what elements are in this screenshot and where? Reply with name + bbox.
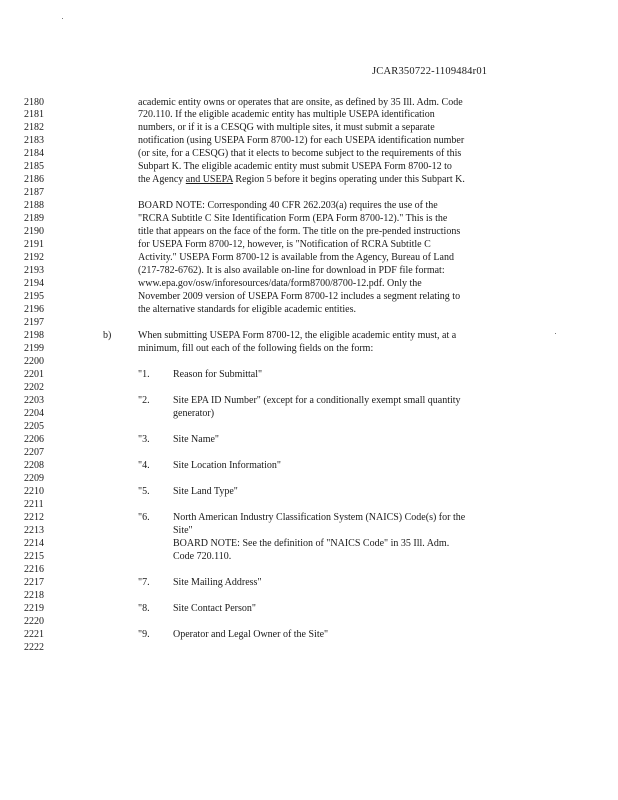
line-number: 2203 xyxy=(24,395,44,406)
line-number: 2190 xyxy=(24,226,44,237)
board-note-naics: BOARD NOTE: See the definition of "NAICS Code" in 35 Ill. Adm. xyxy=(173,538,450,549)
text-line: title that appears on the face of the form. The title on the pre-pended instructions xyxy=(138,226,461,237)
board-note-naics: Code 720.110. xyxy=(173,551,232,562)
text-line: (or site, for a CESQG) that it elects to become subject to the requirements of this xyxy=(138,148,462,159)
line-number: 2215 xyxy=(24,551,44,562)
line-number: 2206 xyxy=(24,434,44,445)
text-line: www.epa.gov/osw/inforesources/data/form8700/8700-12.pdf. Only the xyxy=(138,278,422,289)
line-number: 2180 xyxy=(24,97,44,108)
line-number: 2184 xyxy=(24,148,44,159)
item-text: generator) xyxy=(173,408,215,419)
line-number: 2221 xyxy=(24,629,44,640)
item-number: "6. xyxy=(138,512,150,523)
text-line: 720.110. If the eligible academic entity has multiple USEPA identification xyxy=(138,109,435,120)
line-number: 2219 xyxy=(24,603,44,614)
item-text: Site Land Type" xyxy=(173,486,238,497)
text-line: Activity." USEPA Form 8700-12 is available from the Agency, Bureau of Land xyxy=(138,252,454,263)
text-line: When submitting USEPA Form 8700-12, the eligible academic entity must, at a xyxy=(138,330,457,341)
line-number: 2220 xyxy=(24,616,44,627)
text-line: November 2009 version of USEPA Form 8700-12 includes a segment relating to xyxy=(138,291,461,302)
item-number: "1. xyxy=(138,369,150,380)
line-number: 2197 xyxy=(24,317,44,328)
line-number: 2214 xyxy=(24,538,44,549)
line-number: 2211 xyxy=(24,499,44,510)
item-text: North American Industry Classification System (NAICS) Code(s) for the xyxy=(173,512,466,523)
item-text: Site Contact Person" xyxy=(173,603,256,614)
item-number: "9. xyxy=(138,629,150,640)
item-number: "2. xyxy=(138,395,150,406)
line-number: 2183 xyxy=(24,135,44,146)
item-number: "4. xyxy=(138,460,150,471)
line-number: 2208 xyxy=(24,460,44,471)
line-number: 2201 xyxy=(24,369,44,380)
line-number: 2207 xyxy=(24,447,44,458)
item-text: Site Mailing Address" xyxy=(173,577,262,588)
line-number: 2196 xyxy=(24,304,44,315)
inserted-text: and USEPA xyxy=(185,174,233,185)
text-line: minimum, fill out each of the following fields on the form: xyxy=(138,343,374,354)
line-number: 2199 xyxy=(24,343,44,354)
line-number: 2195 xyxy=(24,291,44,302)
line-number: 2185 xyxy=(24,161,44,172)
item-text: Operator and Legal Owner of the Site" xyxy=(173,629,329,640)
text-line: notification (using USEPA Form 8700-12) for each USEPA identification number xyxy=(138,135,465,146)
text-line: numbers, or if it is a CESQG with multiple sites, it must submit a separate xyxy=(138,122,435,133)
scan-speck xyxy=(555,333,556,334)
line-number: 2200 xyxy=(24,356,44,367)
line-number: 2213 xyxy=(24,525,44,536)
line-number: 2216 xyxy=(24,564,44,575)
line-number: 2202 xyxy=(24,382,44,393)
item-number: "8. xyxy=(138,603,150,614)
item-text: Site" xyxy=(173,525,193,536)
item-number: "7. xyxy=(138,577,150,588)
line-number: 2212 xyxy=(24,512,44,523)
text-line: Subpart K. The eligible academic entity must submit USEPA Form 8700-12 to xyxy=(138,161,452,172)
line-number: 2181 xyxy=(24,109,44,120)
item-number: "5. xyxy=(138,486,150,497)
text-line: for USEPA Form 8700-12, however, is "Notification of RCRA Subtitle C xyxy=(138,239,431,250)
line-number: 2210 xyxy=(24,486,44,497)
text-segment: the Agency xyxy=(138,174,186,185)
text-line xyxy=(138,174,465,186)
line-number: 2205 xyxy=(24,421,44,432)
line-number: 2188 xyxy=(24,200,44,211)
line-number: 2192 xyxy=(24,252,44,263)
item-number: "3. xyxy=(138,434,150,445)
line-number: 2204 xyxy=(24,408,44,419)
line-number: 2186 xyxy=(24,174,44,185)
line-number: 2189 xyxy=(24,213,44,224)
text-line: "RCRA Subtitle C Site Identification Form (EPA Form 8700-12)." This is the xyxy=(138,213,448,224)
line-number: 2218 xyxy=(24,590,44,601)
text-line: the alternative standards for eligible academic entities. xyxy=(138,304,356,315)
text-segment: Region 5 before it begins operating under this Subpart K. xyxy=(232,174,465,185)
item-text: Reason for Submittal" xyxy=(173,369,263,380)
text-line: (217-782-6762). It is also available on-line for download in PDF file format: xyxy=(138,265,445,276)
line-number: 2222 xyxy=(24,642,44,653)
line-number: 2193 xyxy=(24,265,44,276)
text-line: BOARD NOTE: Corresponding 40 CFR 262.203(a) requires the use of the xyxy=(138,200,438,211)
line-number: 2182 xyxy=(24,122,44,133)
subsection-label: b) xyxy=(103,330,112,341)
scan-speck xyxy=(62,18,63,19)
line-number: 2191 xyxy=(24,239,44,250)
document-id-header: JCAR350722-1109484r01 xyxy=(372,66,488,77)
line-number: 2209 xyxy=(24,473,44,484)
line-number: 2217 xyxy=(24,577,44,588)
item-text: Site EPA ID Number" (except for a conditionally exempt small quantity xyxy=(173,395,461,406)
item-text: Site Location Information" xyxy=(173,460,281,471)
line-number: 2198 xyxy=(24,330,44,341)
line-number: 2187 xyxy=(24,187,44,198)
text-line: academic entity owns or operates that are onsite, as defined by 35 Ill. Adm. Code xyxy=(138,97,463,108)
line-number: 2194 xyxy=(24,278,44,289)
item-text: Site Name" xyxy=(173,434,220,445)
